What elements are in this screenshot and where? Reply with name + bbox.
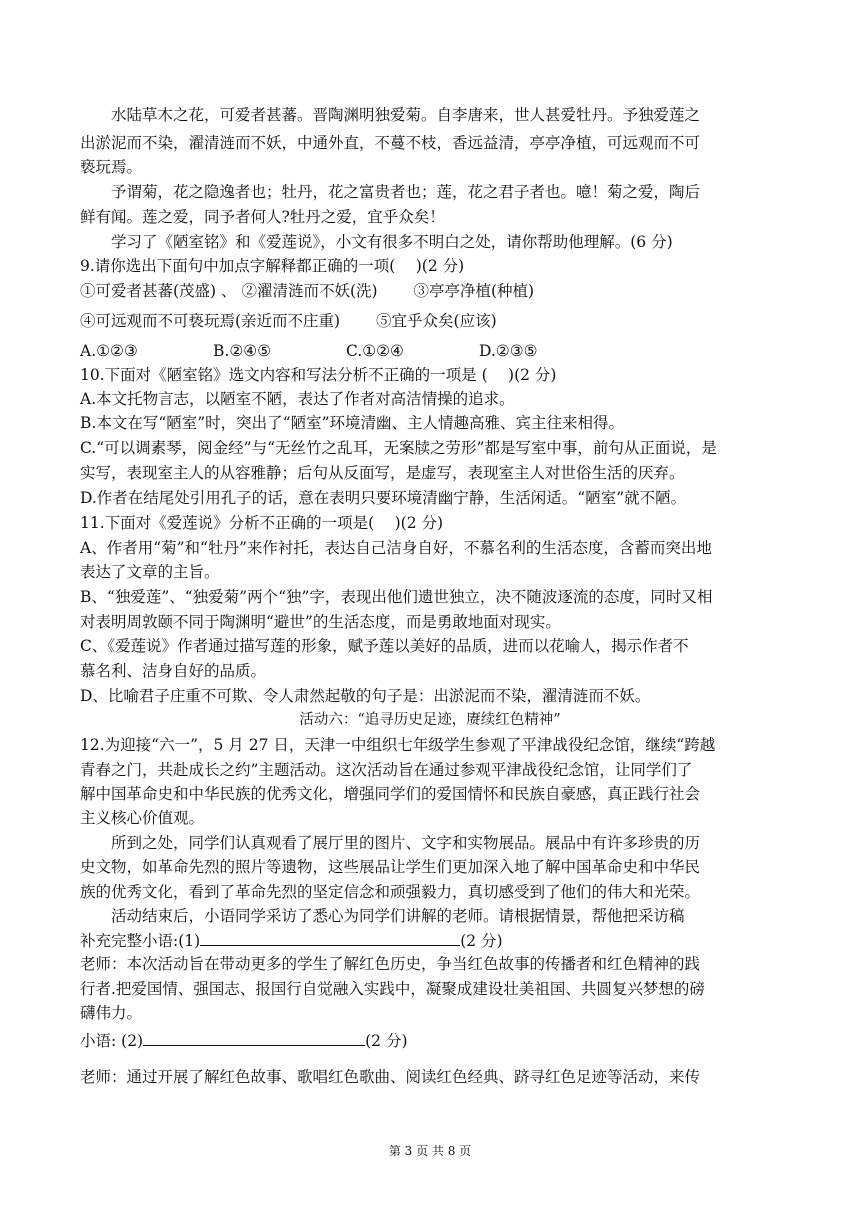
answer-score: (2 分) bbox=[365, 1032, 408, 1050]
passage-line: 亵玩焉。 bbox=[80, 158, 143, 176]
passage-line: 水陆草木之花，可爱者甚蕃。晋陶渊明独爱菊。自李唐来，世人甚爱牡丹。予独爱莲之 bbox=[111, 106, 701, 124]
q12-text: 族的优秀文化，看到了革命先烈的坚定信念和顽强毅力，真切感受到了他们的伟大和光荣。 bbox=[80, 883, 701, 901]
answer-blank-1[interactable] bbox=[200, 930, 460, 946]
passage-line: 鲜有闻。莲之爱，同予者何人?牡丹之爱，宜乎众矣！ bbox=[80, 208, 445, 226]
teacher-reply: 行者.把爱国情、强国志、报国行自觉融入实践中，凝聚成建设壮美祖国、共圆复兴梦想的磅 bbox=[80, 980, 705, 998]
passage-line: 出淤泥而不染，濯清涟而不妖，中通外直，不蔓不枝，香远益清，亭亭净植，可远观而不可 bbox=[80, 134, 701, 152]
q11-option-a: A、作者用“菊”和“牡丹”来作衬托，表达自己洁身自好，不慕名利的生活态度，含蓄而突出地 bbox=[80, 539, 712, 557]
option-d: D.②③⑤ bbox=[479, 342, 538, 360]
q12-text: 主义核心价值观。 bbox=[80, 809, 205, 827]
activity-title: 活动六：“追寻历史足迹，赓续红色精神” bbox=[299, 712, 561, 728]
q12-text: 所到之处，同学们认真观看了展厅里的图片、文字和实物展品。展品中有许多珍贵的历 bbox=[111, 834, 701, 852]
option-c: C.①②④ bbox=[346, 342, 404, 360]
q10-option-b: B.本文在写“陋室”时，突出了“陋室”环境清幽、主人情趣高雅、宾主往来相得。 bbox=[80, 414, 625, 432]
teacher-reply: 老师：本次活动旨在带动更多的学生了解红色历史，争当红色故事的传播者和红色精神的践 bbox=[80, 955, 701, 973]
q9-items-line: ④可远观而不可亵玩焉(亲近而不庄重) ⑤宜乎众矣(应该) bbox=[80, 312, 497, 330]
q12-text: 活动结束后，小语同学采访了悉心为同学们讲解的老师。请根据情景，帮他把采访稿 bbox=[111, 907, 685, 925]
q12-text: 青春之门，共赴成长之约”主题活动。这次活动旨在通过参观平津战役纪念馆，让同学们了 bbox=[80, 761, 693, 779]
q12-text: 12.为迎接“六一”，5 月 27 日，天津一中组织七年级学生参观了平津战役纪念馆，继续“跨越 bbox=[80, 736, 716, 754]
q11-stem: 11.下面对《爱莲说》分析不正确的一项是( )(2 分) bbox=[80, 514, 444, 532]
q10-option-c: C.“可以调素琴，阅金经”与“无丝竹之乱耳，无案牍之劳形”都是写室中事，前句从正面说，是 bbox=[80, 439, 717, 457]
q12-text: 解中国革命史和中华民族的优秀文化，增强同学们的爱国情怀和民族自豪感，真正践行社会 bbox=[80, 785, 701, 803]
q11-option-c: C、《爱莲说》作者通过描写莲的形象，赋予莲以美好的品质，进而以花喻人，揭示作者不 bbox=[80, 637, 689, 655]
q11-option-d: D、比喻君子庄重不可欺、令人肃然起敬的句子是：出淤泥而不染，濯清涟而不妖。 bbox=[80, 687, 651, 705]
q9-items-line: ①可爱者甚蕃(茂盛) 、 ②濯清涟而不妖(洗) ③亭亭净植(种植) bbox=[80, 282, 535, 300]
q11-option-c: 慕名利、洁身自好的品质。 bbox=[80, 662, 267, 680]
answer-prefix: 小语: (2) bbox=[80, 1032, 144, 1050]
q9-stem: 9.请你选出下面句中加点字解释都正确的一项( )(2 分) bbox=[80, 257, 465, 275]
q12-text: 史文物，如革命先烈的照片等遗物，这些展品让学生们更加深入地了解中国革命史和中华民 bbox=[80, 858, 701, 876]
q10-stem: 10.下面对《陋室铭》选文内容和写法分析不正确的一项是 ( )(2 分) bbox=[80, 366, 557, 384]
passage-line: 予谓菊，花之隐逸者也；牡丹，花之富贵者也；莲，花之君子者也。噫！菊之爱，陶后 bbox=[111, 183, 701, 201]
q10-option-c: 实写，表现室主人的从容雅静；后句从反面写，是虚写，表现室主人对世俗生活的厌弃。 bbox=[80, 464, 685, 482]
answer-score: (2 分) bbox=[460, 932, 503, 950]
page-footer: 第 3 页 共 8 页 bbox=[388, 1144, 472, 1158]
answer-line-2 bbox=[80, 1030, 780, 1051]
q11-option-b: B、“独爱莲”、“独爱菊”两个“独”字，表现出他们遗世独立，决不随波逐流的态度，同时又相 bbox=[80, 588, 713, 606]
q9-options bbox=[80, 341, 780, 361]
option-b: B.②④⑤ bbox=[213, 342, 272, 360]
q10-option-d: D.作者在结尾处引用孔子的话，意在表明只要环境清幽宁静，生活闲适。“陋室”就不陋。 bbox=[80, 489, 687, 507]
answer-prefix: 补充完整小语:(1) bbox=[80, 932, 201, 950]
q11-option-b: 对表明周敦颐不同于陶渊明“避世”的生活态度，而是勇敢地面对现实。 bbox=[80, 613, 561, 631]
teacher-reply: 老师：通过开展了解红色故事、歌唱红色歌曲、阅读红色经典、跻寻红色足迹等活动，来传 bbox=[80, 1068, 701, 1086]
teacher-reply: 礴伟力。 bbox=[80, 1004, 143, 1022]
q10-option-a: A.本文托物言志，以陋室不陋，表达了作者对高洁情操的追求。 bbox=[80, 390, 515, 408]
answer-line-1 bbox=[80, 930, 780, 951]
answer-blank-2[interactable] bbox=[143, 1030, 365, 1046]
option-a: A.①②③ bbox=[80, 342, 138, 360]
intro-text: 学习了《陋室铭》和《爱莲说》，小文有很多不明白之处，请你帮助他理解。(6 分) bbox=[111, 233, 673, 251]
q11-option-a: 表达了文章的主旨。 bbox=[80, 563, 220, 581]
